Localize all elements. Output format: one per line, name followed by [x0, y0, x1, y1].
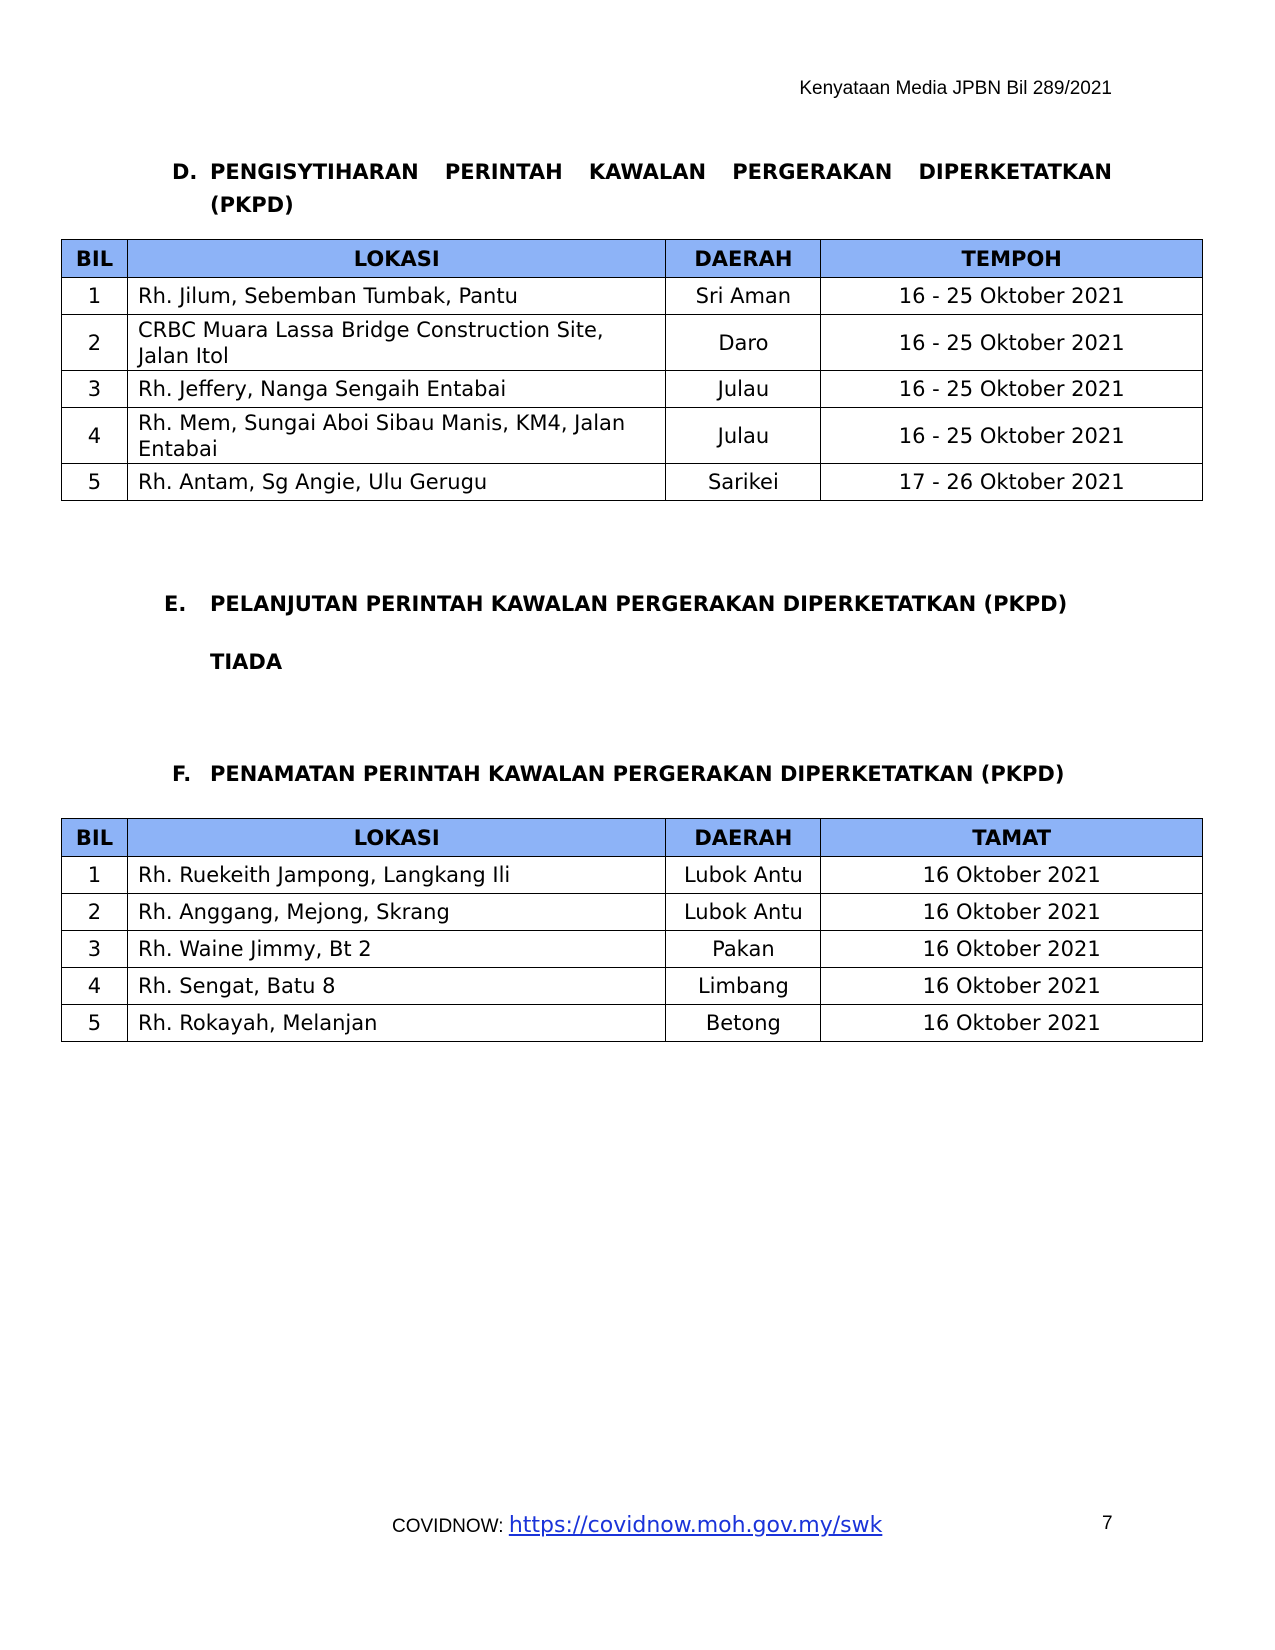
pkpd-termination-table: [61, 818, 1203, 1042]
pkpd-declaration-table: [61, 239, 1203, 501]
cell-lokasi: Rh. Antam, Sg Angie, Ulu Gerugu: [127, 464, 665, 501]
cell-tamat: 16 Oktober 2021: [821, 931, 1203, 968]
column-header-tamat: TAMAT: [821, 819, 1203, 857]
column-header-tempoh: TEMPOH: [821, 240, 1203, 278]
column-header-daerah: DAERAH: [666, 819, 821, 857]
cell-bil: 3: [62, 931, 128, 968]
cell-bil: 3: [62, 371, 128, 408]
cell-bil: 2: [62, 315, 128, 371]
table-row: [62, 408, 1203, 464]
table-row: [62, 371, 1203, 408]
cell-daerah: Sarikei: [666, 464, 821, 501]
cell-tempoh: 16 - 25 Oktober 2021: [821, 278, 1203, 315]
table-row: [62, 1005, 1203, 1042]
cell-daerah: Lubok Antu: [666, 857, 821, 894]
cell-lokasi: Rh. Anggang, Mejong, Skrang: [127, 894, 665, 931]
cell-daerah: Lubok Antu: [666, 894, 821, 931]
section-d-heading: [172, 156, 1112, 222]
cell-tamat: 16 Oktober 2021: [821, 857, 1203, 894]
table-row: [62, 968, 1203, 1005]
column-header-lokasi: LOKASI: [127, 240, 665, 278]
covidnow-link[interactable]: https://covidnow.moh.gov.my/swk: [508, 1513, 883, 1538]
section-d-title-line2: (PKPD): [210, 193, 294, 217]
cell-bil: 1: [62, 857, 128, 894]
cell-lokasi: Rh. Sengat, Batu 8: [127, 968, 665, 1005]
column-header-lokasi: LOKASI: [127, 819, 665, 857]
section-e-title: PELANJUTAN PERINTAH KAWALAN PERGERAKAN DIPERKETATKAN (PKPD): [210, 592, 1068, 616]
cell-lokasi: Rh. Rokayah, Melanjan: [127, 1005, 665, 1042]
cell-bil: 2: [62, 894, 128, 931]
table-row: [62, 315, 1203, 371]
table-row: [62, 278, 1203, 315]
cell-bil: 5: [62, 1005, 128, 1042]
cell-daerah: Julau: [666, 408, 821, 464]
cell-tamat: 16 Oktober 2021: [821, 894, 1203, 931]
cell-tempoh: 16 - 25 Oktober 2021: [821, 371, 1203, 408]
cell-tamat: 16 Oktober 2021: [821, 968, 1203, 1005]
section-d-letter: D.: [172, 160, 198, 184]
cell-lokasi: Rh. Jilum, Sebemban Tumbak, Pantu: [127, 278, 665, 315]
cell-daerah: Julau: [666, 371, 821, 408]
cell-daerah: Daro: [666, 315, 821, 371]
document-reference: Kenyataan Media JPBN Bil 289/2021: [799, 78, 1112, 99]
table-row: [62, 857, 1203, 894]
section-e-heading: [164, 588, 1112, 621]
table-row: [62, 464, 1203, 501]
cell-lokasi: Rh. Ruekeith Jampong, Langkang Ili: [127, 857, 665, 894]
cell-tamat: 16 Oktober 2021: [821, 1005, 1203, 1042]
cell-tempoh: 16 - 25 Oktober 2021: [821, 315, 1203, 371]
column-header-daerah: DAERAH: [666, 240, 821, 278]
cell-daerah: Betong: [666, 1005, 821, 1042]
section-d-title-line1: PENGISYTIHARAN PERINTAH KAWALAN PERGERAKAN DIPERKETATKAN: [210, 160, 1112, 184]
cell-bil: 5: [62, 464, 128, 501]
section-f-heading: [172, 758, 1112, 791]
cell-lokasi: Rh. Jeffery, Nanga Sengaih Entabai: [127, 371, 665, 408]
page-number: 7: [1102, 1513, 1113, 1534]
cell-lokasi: CRBC Muara Lassa Bridge Construction Site, Jalan Itol: [127, 315, 665, 371]
section-e-content: TIADA: [210, 650, 283, 674]
section-f-letter: F.: [172, 762, 192, 786]
cell-daerah: Pakan: [666, 931, 821, 968]
cell-tempoh: 16 - 25 Oktober 2021: [821, 408, 1203, 464]
table-row: [62, 931, 1203, 968]
table-header-row: [62, 819, 1203, 857]
table-row: [62, 894, 1203, 931]
cell-bil: 4: [62, 408, 128, 464]
cell-bil: 1: [62, 278, 128, 315]
footer: [392, 1513, 882, 1538]
table-header-row: [62, 240, 1203, 278]
cell-tempoh: 17 - 26 Oktober 2021: [821, 464, 1203, 501]
footer-label: COVIDNOW:: [392, 1516, 509, 1537]
column-header-bil: BIL: [62, 819, 128, 857]
cell-lokasi: Rh. Waine Jimmy, Bt 2: [127, 931, 665, 968]
section-e-letter: E.: [164, 592, 187, 616]
cell-lokasi: Rh. Mem, Sungai Aboi Sibau Manis, KM4, Jalan Entabai: [127, 408, 665, 464]
cell-bil: 4: [62, 968, 128, 1005]
section-f-title: PENAMATAN PERINTAH KAWALAN PERGERAKAN DIPERKETATKAN (PKPD): [210, 762, 1065, 786]
cell-daerah: Sri Aman: [666, 278, 821, 315]
cell-daerah: Limbang: [666, 968, 821, 1005]
column-header-bil: BIL: [62, 240, 128, 278]
